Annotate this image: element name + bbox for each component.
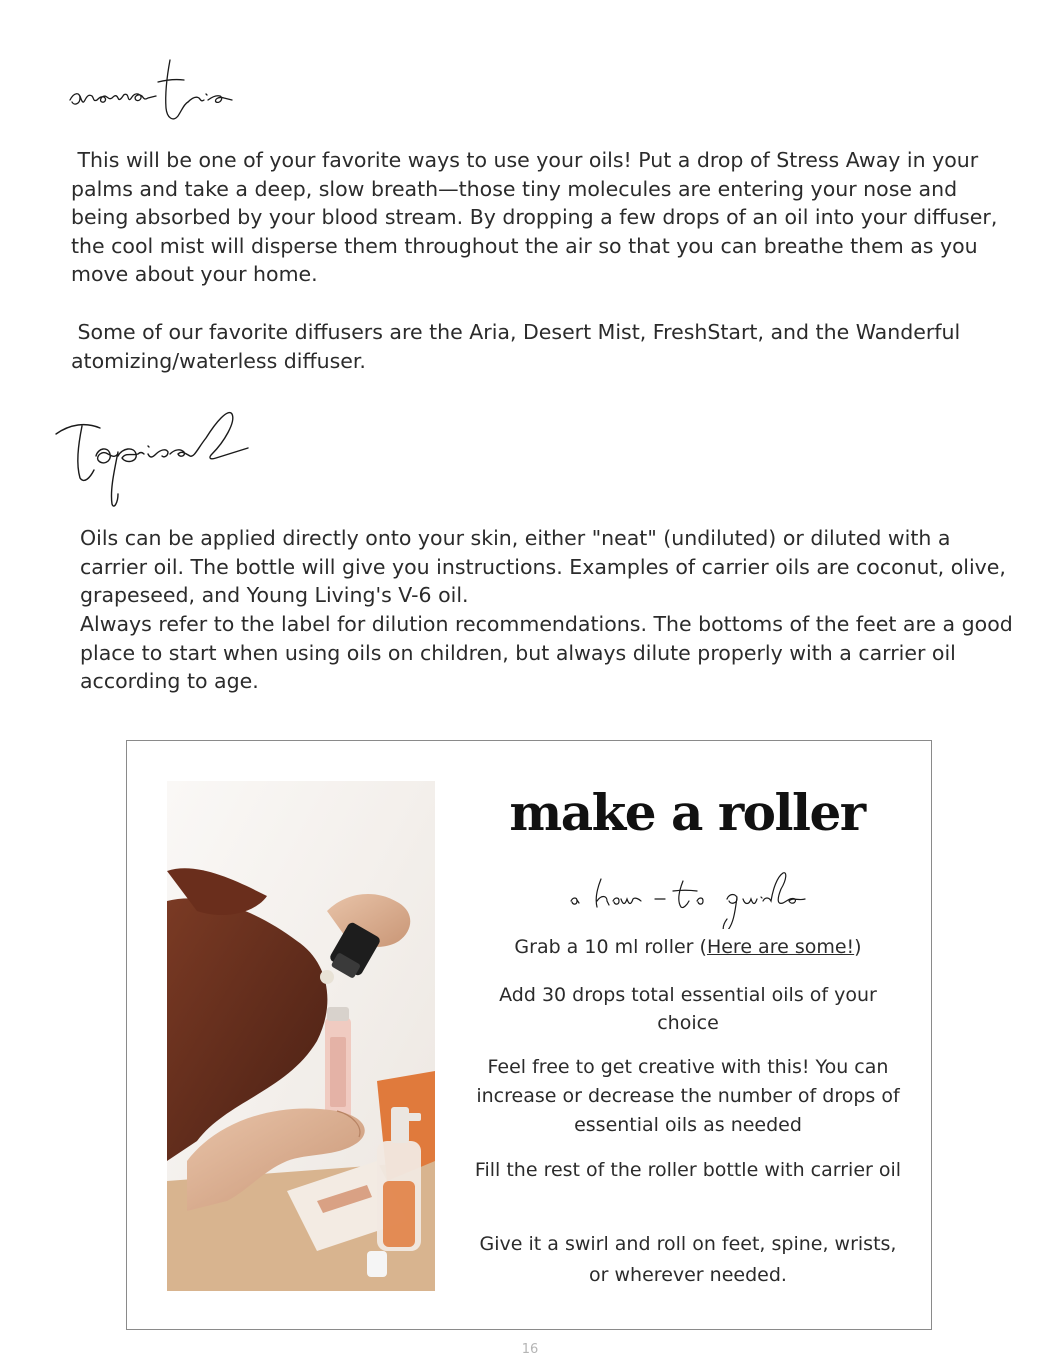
step-get-creative: Feel free to get creative with this! You can increase or decrease the number of drops of essential oils as needed — [476, 1056, 900, 1136]
page-number: 16 — [521, 1342, 539, 1357]
topical-heading — [52, 398, 252, 518]
here-are-some-link[interactable]: Here are some! — [706, 936, 855, 958]
aromatic-paragraph-1: This will be one of your favorite ways to use your oils! Put a drop of Stress Away in your palms and take a deep, slow breath—those tiny molecules are entering your nose and being absorbed by your blood stream. By dropping a few drops of an oil into your diffuser, the cool mist will disperse them throughout the air so that you can breathe them as you move about your home. — [71, 148, 998, 287]
card-title: make a roller — [509, 783, 865, 842]
step-fill-carrier: Fill the rest of the roller bottle with carrier oil — [474, 1159, 902, 1181]
roller-photo-illustration — [167, 781, 435, 1291]
card-subtitle — [557, 869, 817, 929]
topical-paragraph-1: Oils can be applied directly onto your skin, either "neat" (undiluted) or diluted with a carrier oil. The bottle will give you instructions. Examples of carrier oils are coconut, olive, grapeseed, and Young Living's V-6 oil. — [80, 526, 1006, 608]
step-grab-roller: Grab a 10 ml roller (Here are some!) — [514, 936, 862, 958]
step-swirl-roll: Give it a swirl and roll on feet, spine, wrists, or wherever needed. — [479, 1233, 897, 1286]
topical-script-lettering — [52, 398, 252, 518]
subtitle-script-lettering — [557, 869, 817, 929]
roller-photo — [167, 781, 435, 1291]
roller-guide-card — [126, 740, 932, 1330]
aromatic-heading — [66, 52, 236, 132]
step-add-drops: Add 30 drops total essential oils of your choice — [499, 984, 877, 1034]
aromatic-script-lettering — [66, 52, 236, 132]
aromatic-paragraph-2: Some of our favorite diffusers are the Aria, Desert Mist, FreshStart, and the Wanderful atomizing/waterless diffuser. — [71, 320, 961, 373]
topical-paragraph-2: Always refer to the label for dilution recommendations. The bottoms of the feet are a good place to start when using oils on children, but always dilute properly with a carrier oil according to age. — [80, 612, 1013, 694]
